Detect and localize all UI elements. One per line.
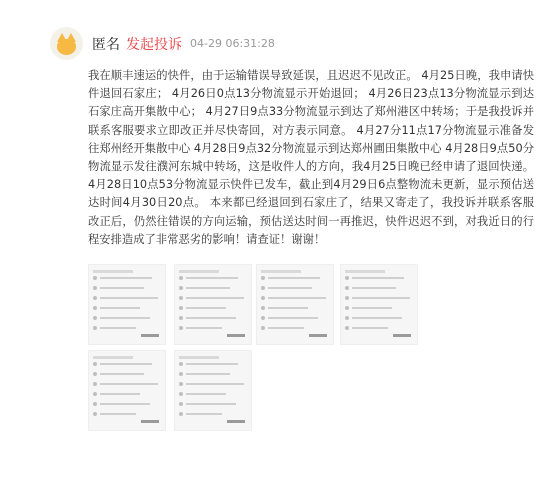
thumbnail-text-line [186, 373, 230, 375]
thumbnail-bullet [179, 306, 183, 310]
thumbnail-bullet [93, 382, 97, 386]
thumbnail-bullet [93, 372, 97, 376]
thumbnail-text-line [268, 287, 312, 289]
thumbnail-text-line [268, 307, 308, 309]
thumbnail-text-line [100, 383, 158, 385]
attachment-thumbnail-3[interactable] [256, 264, 334, 345]
author-name: 匿名 [92, 36, 120, 53]
thumbnail-brand-mark [141, 334, 159, 337]
thumbnail-bullet [179, 276, 183, 280]
thumbnail-text-line [268, 327, 304, 329]
complaint-text: 我在顺丰速运的快件，由于运输错误导致延误，且迟迟不见改正。 4月25日晚，我申请快件退回石家庄； 4月26日0点13分物流显示开始退回； 4月26日23点13分物流显示到达石家庄高开集散中心； 4月27日9点33分物流显示到达了郑州港区中转场；于是我投诉并联系客服要求立即改正并尽快寄回，对方表示同意。 4月27分11点17分物流显示准备发往郑州经开集散中心 4月28日9点32分物流显示到达郑州圃田集散中心 4月28日9点50分物流显示发往濮河东城中转场，这是收件人的方向，我4月25日晚已经申请了退回快递。 4月28日10点53分物流显示快件已发车，截止到4月29日6点整物流未更新，显示预估送达时间4月30日20点。 本来都已经退回到石家庄了，结果又寄走了，我投诉并联系客服改正后，仍然往错误的方向运输，预估送达时间一再推迟，快件迟迟不到，对我近日的行程安排造成了非常恶劣的影响！请查证！谢谢！ [88, 69, 534, 246]
attachment-thumbnail-1[interactable] [88, 264, 166, 345]
thumbnail-text-line [268, 297, 326, 299]
thumbnail-bullet [93, 412, 97, 416]
attachment-thumbnail-2[interactable] [174, 264, 252, 345]
thumbnail-text-line [100, 403, 150, 405]
thumbnail-text-line [186, 277, 238, 279]
post-timestamp: 04-29 06:31:28 [190, 37, 275, 50]
attachment-thumbnail-5[interactable] [88, 350, 166, 431]
thumbnail-bullet [179, 362, 183, 366]
cat-avatar-icon[interactable] [50, 27, 83, 60]
thumbnail-bullet [179, 316, 183, 320]
thumbnail-bullet [345, 326, 349, 330]
thumbnail-header-bar [93, 270, 133, 273]
thumbnail-text-line [186, 287, 230, 289]
attachment-thumbnail-6[interactable] [174, 350, 252, 431]
thumbnail-bullet [179, 286, 183, 290]
thumbnail-text-line [100, 287, 144, 289]
thumbnail-header-bar [345, 270, 385, 273]
thumbnail-bullet [261, 286, 265, 290]
thumbnail-text-line [100, 363, 152, 365]
thumbnail-bullet [93, 296, 97, 300]
thumbnail-bullet [93, 276, 97, 280]
thumbnail-bullet [93, 306, 97, 310]
thumbnail-brand-mark [227, 334, 245, 337]
thumbnail-text-line [100, 277, 152, 279]
thumbnail-bullet [93, 316, 97, 320]
thumbnail-header-bar [179, 356, 219, 359]
thumbnail-text-line [186, 327, 222, 329]
thumbnail-text-line [186, 363, 238, 365]
thumbnail-text-line [352, 277, 404, 279]
thumbnail-text-line [352, 327, 388, 329]
thumbnail-bullet [179, 326, 183, 330]
thumbnail-brand-mark [393, 334, 411, 337]
thumbnail-text-line [352, 307, 392, 309]
thumbnail-text-line [100, 307, 140, 309]
thumbnail-bullet [261, 326, 265, 330]
thumbnail-bullet [345, 276, 349, 280]
thumbnail-bullet [345, 296, 349, 300]
complaint-action-link[interactable]: 发起投诉 [126, 36, 182, 53]
thumbnail-header-bar [179, 270, 219, 273]
thumbnail-brand-mark [227, 420, 245, 423]
thumbnail-bullet [179, 392, 183, 396]
thumbnail-brand-mark [141, 420, 159, 423]
thumbnail-text-line [100, 373, 144, 375]
thumbnail-bullet [179, 402, 183, 406]
post-header [50, 27, 275, 60]
thumbnail-bullet [93, 286, 97, 290]
thumbnail-text-line [352, 297, 410, 299]
thumbnail-bullet [179, 382, 183, 386]
thumbnail-bullet [261, 306, 265, 310]
thumbnail-bullet [345, 306, 349, 310]
thumbnail-text-line [186, 393, 226, 395]
thumbnail-bullet [261, 276, 265, 280]
thumbnail-bullet [179, 296, 183, 300]
thumbnail-text-line [186, 317, 236, 319]
thumbnail-text-line [268, 277, 320, 279]
thumbnail-bullet [179, 372, 183, 376]
thumbnail-bullet [345, 286, 349, 290]
thumbnail-text-line [186, 383, 244, 385]
thumbnail-bullet [345, 316, 349, 320]
thumbnail-header-bar [261, 270, 301, 273]
thumbnail-header-bar [93, 356, 133, 359]
thumbnail-bullet [261, 296, 265, 300]
thumbnail-text-line [100, 393, 140, 395]
thumbnail-bullet [93, 402, 97, 406]
thumbnail-text-line [352, 287, 396, 289]
thumbnail-text-line [100, 297, 158, 299]
thumbnail-text-line [100, 413, 136, 415]
thumbnail-text-line [186, 307, 226, 309]
thumbnail-text-line [100, 327, 136, 329]
thumbnail-text-line [186, 403, 236, 405]
thumbnail-bullet [93, 326, 97, 330]
thumbnail-text-line [186, 413, 222, 415]
thumbnail-text-line [268, 317, 318, 319]
thumbnail-text-line [352, 317, 402, 319]
thumbnail-bullet [261, 316, 265, 320]
thumbnail-text-line [186, 297, 244, 299]
thumbnail-bullet [179, 412, 183, 416]
thumbnail-bullet [93, 392, 97, 396]
thumbnail-bullet [93, 362, 97, 366]
thumbnail-brand-mark [309, 334, 327, 337]
attachment-thumbnail-4[interactable] [340, 264, 418, 345]
thumbnail-text-line [100, 317, 150, 319]
avatar-head [57, 39, 76, 55]
